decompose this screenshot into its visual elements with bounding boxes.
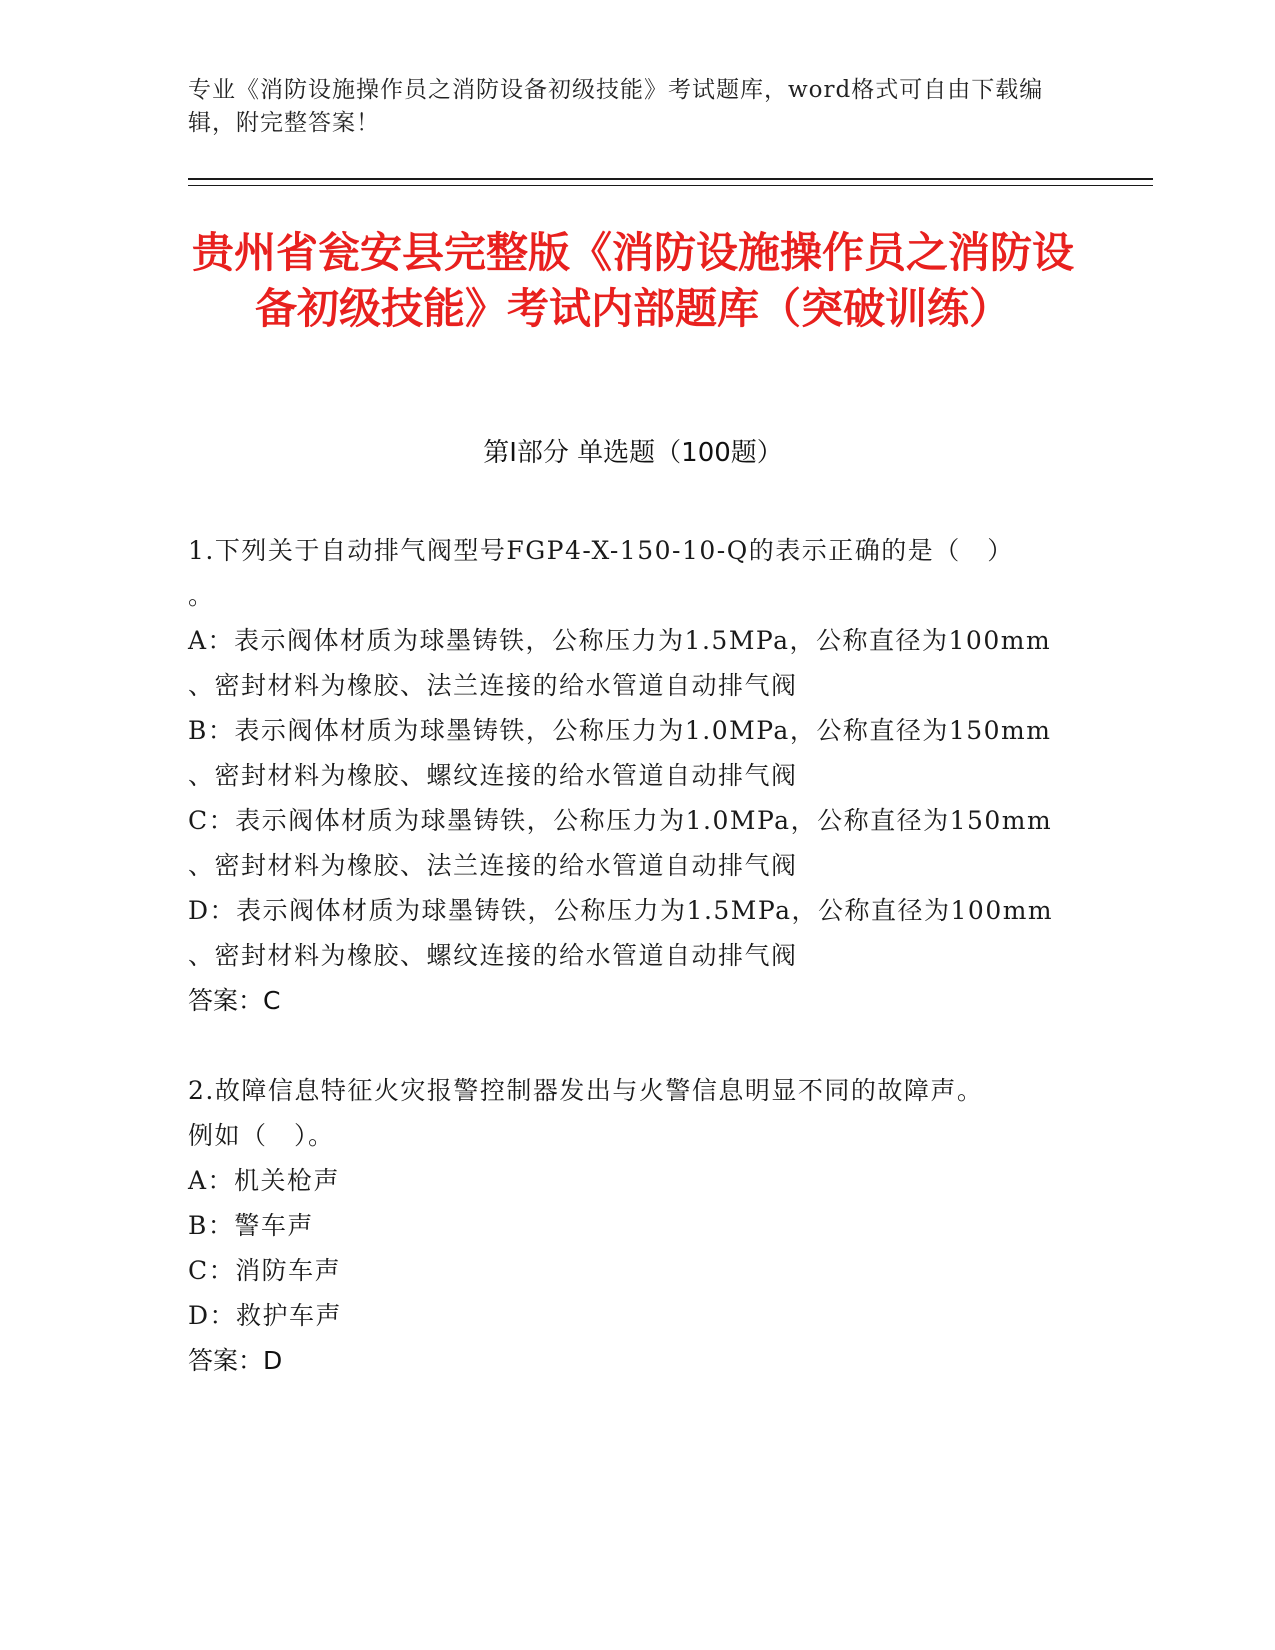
option-line: A：机关枪声 <box>188 1166 341 1195</box>
option-line: C：表示阀体材质为球墨铸铁，公称压力为1.0MPa，公称直径为150mm <box>188 806 1053 835</box>
document-title: 贵州省瓮安县完整版《消防设施操作员之消防设备初级技能》考试内部题库（突破训练） <box>191 228 1074 333</box>
question-stem-line: 2.故障信息特征火灾报警控制器发出与火警信息明显不同的故障声。 <box>188 1076 984 1105</box>
question-stem-line: 。 <box>188 581 215 610</box>
answer-label: 答案：D <box>188 1346 283 1375</box>
option-line: C：消防车声 <box>188 1256 342 1285</box>
option-line: 、密封材料为橡胶、螺纹连接的给水管道自动排气阀 <box>188 761 798 790</box>
option-line: B：表示阀体材质为球墨铸铁，公称压力为1.0MPa，公称直径为150mm <box>188 716 1052 745</box>
option-line: 、密封材料为橡胶、法兰连接的给水管道自动排气阀 <box>188 851 798 880</box>
option-line: A：表示阀体材质为球墨铸铁，公称压力为1.5MPa，公称直径为100mm <box>188 626 1052 655</box>
question-2 <box>188 1068 1088 1384</box>
header-note: 专业《消防设施操作员之消防设备初级技能》考试题库，word格式可自由下载编辑，附完整答案！ <box>188 77 1044 136</box>
question-stem-line: 例如（ ）。 <box>188 1121 335 1150</box>
header-rule-thick <box>188 178 1153 180</box>
option-line: D：表示阀体材质为球墨铸铁，公称压力为1.5MPa，公称直径为100mm <box>188 896 1054 925</box>
section-heading: 第Ⅰ部分 单选题（100题） <box>483 438 783 468</box>
option-line: D：救护车声 <box>188 1301 343 1330</box>
question-list <box>188 528 1088 1428</box>
header-rule-thin <box>188 185 1153 186</box>
answer-label: 答案：C <box>188 986 281 1015</box>
option-line: 、密封材料为橡胶、螺纹连接的给水管道自动排气阀 <box>188 941 798 970</box>
option-line: B：警车声 <box>188 1211 314 1240</box>
option-line: 、密封材料为橡胶、法兰连接的给水管道自动排气阀 <box>188 671 798 700</box>
question-stem-line: 1.下列关于自动排气阀型号FGP4-X-150-10-Q的表示正确的是（ ） <box>188 536 1014 565</box>
question-1 <box>188 528 1088 1024</box>
